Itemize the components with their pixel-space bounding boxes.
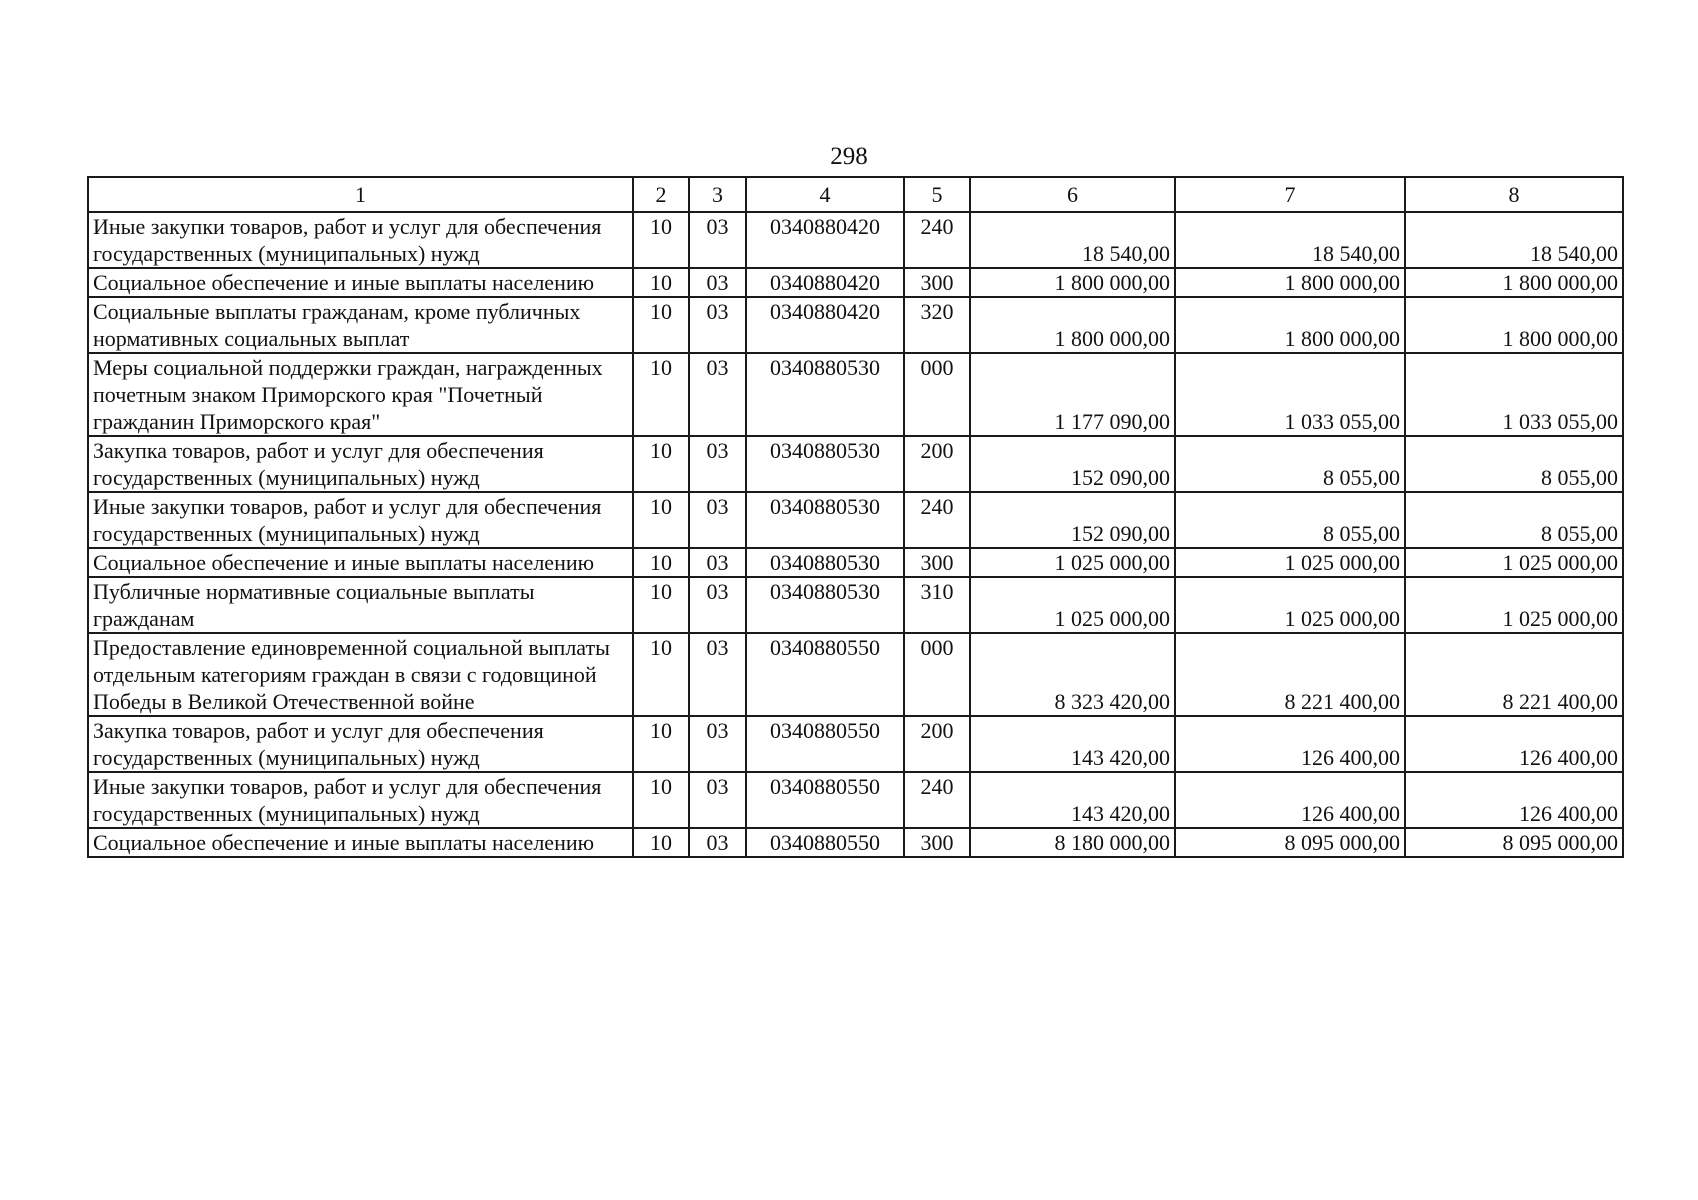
row-subsection: 03	[689, 548, 746, 577]
row-target-code: 0340880530	[746, 436, 904, 492]
table-row	[88, 828, 1623, 857]
row-amount-col7: 8 095 000,00	[1175, 828, 1405, 857]
row-amount-col6: 152 090,00	[970, 436, 1175, 492]
budget-table	[87, 176, 1624, 858]
table-row	[88, 548, 1623, 577]
row-amount-col7: 1 800 000,00	[1175, 268, 1405, 297]
row-target-code: 0340880550	[746, 772, 904, 828]
row-target-code: 0340880420	[746, 212, 904, 268]
row-amount-col6: 18 540,00	[970, 212, 1175, 268]
row-target-code: 0340880530	[746, 577, 904, 633]
header-cell: 1	[88, 177, 633, 212]
header-cell: 5	[904, 177, 970, 212]
row-section: 10	[633, 577, 689, 633]
row-subsection: 03	[689, 772, 746, 828]
table-row	[88, 353, 1623, 436]
row-expense-type: 320	[904, 297, 970, 353]
header-cell: 3	[689, 177, 746, 212]
row-amount-col7: 18 540,00	[1175, 212, 1405, 268]
row-target-code: 0340880420	[746, 268, 904, 297]
row-target-code: 0340880420	[746, 297, 904, 353]
row-amount-col6: 1 177 090,00	[970, 353, 1175, 436]
table-header-row	[88, 177, 1623, 212]
row-section: 10	[633, 297, 689, 353]
row-amount-col8: 8 055,00	[1405, 492, 1623, 548]
table-row	[88, 297, 1623, 353]
table-row	[88, 212, 1623, 268]
row-amount-col6: 152 090,00	[970, 492, 1175, 548]
row-target-code: 0340880550	[746, 716, 904, 772]
row-name: Социальные выплаты гражданам, кроме публичных нормативных социальных выплат	[88, 297, 633, 353]
row-amount-col7: 1 025 000,00	[1175, 577, 1405, 633]
row-expense-type: 200	[904, 716, 970, 772]
row-section: 10	[633, 772, 689, 828]
table-row	[88, 716, 1623, 772]
row-name: Иные закупки товаров, работ и услуг для обеспечения государственных (муниципальных) нужд	[88, 212, 633, 268]
row-amount-col7: 1 033 055,00	[1175, 353, 1405, 436]
row-amount-col8: 1 800 000,00	[1405, 268, 1623, 297]
row-amount-col7: 8 055,00	[1175, 492, 1405, 548]
row-subsection: 03	[689, 268, 746, 297]
row-name: Иные закупки товаров, работ и услуг для обеспечения государственных (муниципальных) нужд	[88, 772, 633, 828]
row-amount-col8: 1 025 000,00	[1405, 577, 1623, 633]
row-amount-col7: 126 400,00	[1175, 772, 1405, 828]
row-amount-col7: 126 400,00	[1175, 716, 1405, 772]
row-subsection: 03	[689, 716, 746, 772]
row-subsection: 03	[689, 212, 746, 268]
row-amount-col6: 1 025 000,00	[970, 548, 1175, 577]
row-amount-col6: 1 800 000,00	[970, 268, 1175, 297]
row-section: 10	[633, 548, 689, 577]
row-target-code: 0340880530	[746, 492, 904, 548]
row-name: Социальное обеспечение и иные выплаты населению	[88, 828, 633, 857]
row-section: 10	[633, 633, 689, 716]
table-row	[88, 436, 1623, 492]
row-amount-col6: 8 323 420,00	[970, 633, 1175, 716]
table-row	[88, 772, 1623, 828]
row-expense-type: 240	[904, 212, 970, 268]
row-section: 10	[633, 436, 689, 492]
row-amount-col7: 1 025 000,00	[1175, 548, 1405, 577]
row-name: Иные закупки товаров, работ и услуг для обеспечения государственных (муниципальных) нужд	[88, 492, 633, 548]
row-expense-type: 300	[904, 828, 970, 857]
row-amount-col8: 8 221 400,00	[1405, 633, 1623, 716]
table-row	[88, 492, 1623, 548]
row-amount-col7: 8 221 400,00	[1175, 633, 1405, 716]
row-amount-col8: 1 800 000,00	[1405, 297, 1623, 353]
row-expense-type: 300	[904, 548, 970, 577]
row-expense-type: 310	[904, 577, 970, 633]
row-subsection: 03	[689, 297, 746, 353]
header-cell: 8	[1405, 177, 1623, 212]
table-row	[88, 268, 1623, 297]
header-cell: 7	[1175, 177, 1405, 212]
page-number: 298	[830, 143, 868, 170]
row-name: Меры социальной поддержки граждан, награжденных почетным знаком Приморского края "Почетный гражданин Приморского края"	[88, 353, 633, 436]
row-name: Социальное обеспечение и иные выплаты населению	[88, 268, 633, 297]
row-amount-col6: 8 180 000,00	[970, 828, 1175, 857]
row-amount-col6: 143 420,00	[970, 772, 1175, 828]
row-target-code: 0340880530	[746, 353, 904, 436]
header-cell: 4	[746, 177, 904, 212]
row-name: Закупка товаров, работ и услуг для обеспечения государственных (муниципальных) нужд	[88, 716, 633, 772]
table-row	[88, 633, 1623, 716]
row-amount-col6: 1 800 000,00	[970, 297, 1175, 353]
row-amount-col6: 1 025 000,00	[970, 577, 1175, 633]
row-target-code: 0340880550	[746, 828, 904, 857]
row-amount-col6: 143 420,00	[970, 716, 1175, 772]
row-amount-col8: 8 095 000,00	[1405, 828, 1623, 857]
row-section: 10	[633, 492, 689, 548]
row-section: 10	[633, 828, 689, 857]
row-subsection: 03	[689, 828, 746, 857]
header-cell: 2	[633, 177, 689, 212]
row-amount-col8: 8 055,00	[1405, 436, 1623, 492]
header-cell: 6	[970, 177, 1175, 212]
row-amount-col8: 18 540,00	[1405, 212, 1623, 268]
row-amount-col8: 126 400,00	[1405, 772, 1623, 828]
row-name: Социальное обеспечение и иные выплаты населению	[88, 548, 633, 577]
row-amount-col8: 1 025 000,00	[1405, 548, 1623, 577]
row-name: Предоставление единовременной социальной выплаты отдельным категориям граждан в связи с годовщиной Победы в Великой Отечественной войне	[88, 633, 633, 716]
row-subsection: 03	[689, 492, 746, 548]
row-section: 10	[633, 353, 689, 436]
row-expense-type: 240	[904, 492, 970, 548]
row-amount-col7: 8 055,00	[1175, 436, 1405, 492]
row-expense-type: 240	[904, 772, 970, 828]
row-subsection: 03	[689, 633, 746, 716]
row-name: Публичные нормативные социальные выплаты гражданам	[88, 577, 633, 633]
row-section: 10	[633, 212, 689, 268]
row-name: Закупка товаров, работ и услуг для обеспечения государственных (муниципальных) нужд	[88, 436, 633, 492]
row-section: 10	[633, 716, 689, 772]
row-expense-type: 300	[904, 268, 970, 297]
row-target-code: 0340880550	[746, 633, 904, 716]
row-expense-type: 000	[904, 353, 970, 436]
row-amount-col8: 126 400,00	[1405, 716, 1623, 772]
table-row	[88, 577, 1623, 633]
row-subsection: 03	[689, 577, 746, 633]
row-subsection: 03	[689, 353, 746, 436]
row-target-code: 0340880530	[746, 548, 904, 577]
row-subsection: 03	[689, 436, 746, 492]
row-amount-col7: 1 800 000,00	[1175, 297, 1405, 353]
row-expense-type: 000	[904, 633, 970, 716]
row-expense-type: 200	[904, 436, 970, 492]
row-amount-col8: 1 033 055,00	[1405, 353, 1623, 436]
row-section: 10	[633, 268, 689, 297]
